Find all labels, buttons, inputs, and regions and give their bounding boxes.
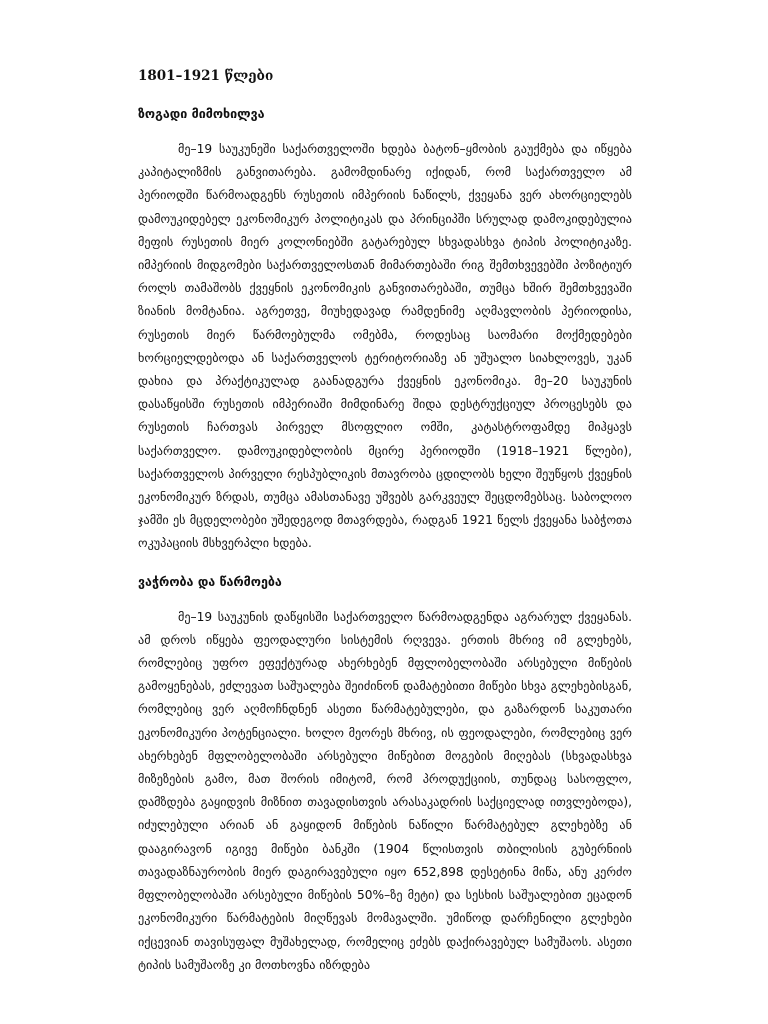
document-title: 1801–1921 წლები	[138, 68, 274, 84]
section-heading-overview: ზოგადი მიმოხილვა	[138, 106, 265, 121]
section-heading-trade: ვაჭრობა და წარმოება	[138, 573, 282, 589]
section-paragraph-trade: მე–19 საუკუნის დაწყისში საქართველო წარმოადგენდა აგრარულ ქვეყანას. ამ დროს იწყება ფეოდალური სისტემის რღვევა. ერთის მხრივ იმ გლეხებს, რომლებიც უფრო ეფექტურად ახერხებენ მფლობელობაში არსებული მიწების გამოყენებას, ეძლევათ საშუალება შეიძინონ დამატებითი მიწები სხვა გლეხებისგან, რომლებიც ვერ აღმოჩნდნენ ასეთი წარმატებულები, და გაზარდონ საკუთარი ეკონომიკური პოტენციალი. ხოლო მეორეს მხრივ, ის ფეოდალები, რომლებიც ვერ ახერხებენ მფლობელობაში არსებული მიწებით მოგების მიღებას (სხვადასხვა მიზეზების გამო, მათ შორის იმიტომ, რომ პროდუქციის, თუნდაც სასოფლო, დამზდება გაყიდვის მიზნით თავადისთვის არასაკადრის საქციელად ითვლებოდა), იძულებული არიან ან გაყიდონ მიწების ნაწილი წარმატებულ გლეხებზე ან დააგირავონ იგივე მიწები ბანკში (1904 წლისთვის თბილისის გუბერნიის თავადაზნაურობის მიერ დაგირავებული იყო 652,898 დესეტინა მიწა, ანუ კერძო მფლობელობაში არსებული მიწების 50%–ზე მეტი) და სესხის საშუალებით ეცადონ ეკონომიკური წარმატების მიღწევას მომავალში. უმიწოდ დარჩენილი გლეხები იქცევიან თავისუფალ მუშახელად, რომელიც ეძებს დაქირავებულ სამუშაოს. ასეთი ტიპის სამუშაოზე კი მოთხოვნა იზრდება	[138, 609, 632, 972]
section-paragraph-overview: მე–19 საუკუნეში საქართველოში ხდება ბატონ–ყმობის გაუქმება და იწყება კაპიტალიზმის განვითარება. გამომდინარე იქიდან, რომ საქართველო ამ პერიოდში წარმოადგენს რუსეთის იმპერიის ნაწილს, ქვეყანა ვერ ახორციელებს დამოუკიდებელ ეკონომიკურ პოლიტიკას და პრინციპში სრულად დამოკიდებულია მეფის რუსეთის მიერ კოლონიებში გატარებულ სხვადასხვა ტიპის პოლიტიკაზე. იმპერიის მიდგომები საქართველოსთან მიმართებაში რიგ შემთხვევებში პოზიტიურ როლს თამაშობს ქვეყნის ეკონომიკის განვითარებაში, თუმცა ხშირ შემთხვევაში ზიანის მომტანია. აგრეთვე, მიუხედავად რამდენიმე აღმავლობის პერიოდისა, რუსეთის მიერ წარმოებულმა ომებმა, როდესაც საომარი მოქმედებები ხორციელდებოდა ან საქართველოს ტერიტორიაზე ან უშუალო სიახლოვეს, უკან დახია და პრაქტიკულად გაანადგურა ქვეყნის ეკონომიკა. მე–20 საუკუნის დასაწყისში რუსეთის იმპერიაში მიმდინარე შიდა დესტრუქციულ პროცესებს და რუსეთის ჩართვას პირველ მსოფლიო ომში, კატასტროფამდე მიჰყავს საქართველო. დამოუკიდებლობის მცირე პერიოდში (1918–1921 წლები), საქართველოს პირველი რესპუბლიკის მთავრობა ცდილობს ხელი შეუწყოს ქვეყნის ეკონომიკურ ზრდას, თუმცა ამასთანავე უშვებს გარკვეულ შეცდომებსაც. საბოლოო ჯამში ეს მცდელობები უშედეგოდ მთავრდება, რადგან 1921 წელს ქვეყანა საბჭოთა ოკუპაციის მსხვერპლი ხდება.	[138, 142, 632, 551]
